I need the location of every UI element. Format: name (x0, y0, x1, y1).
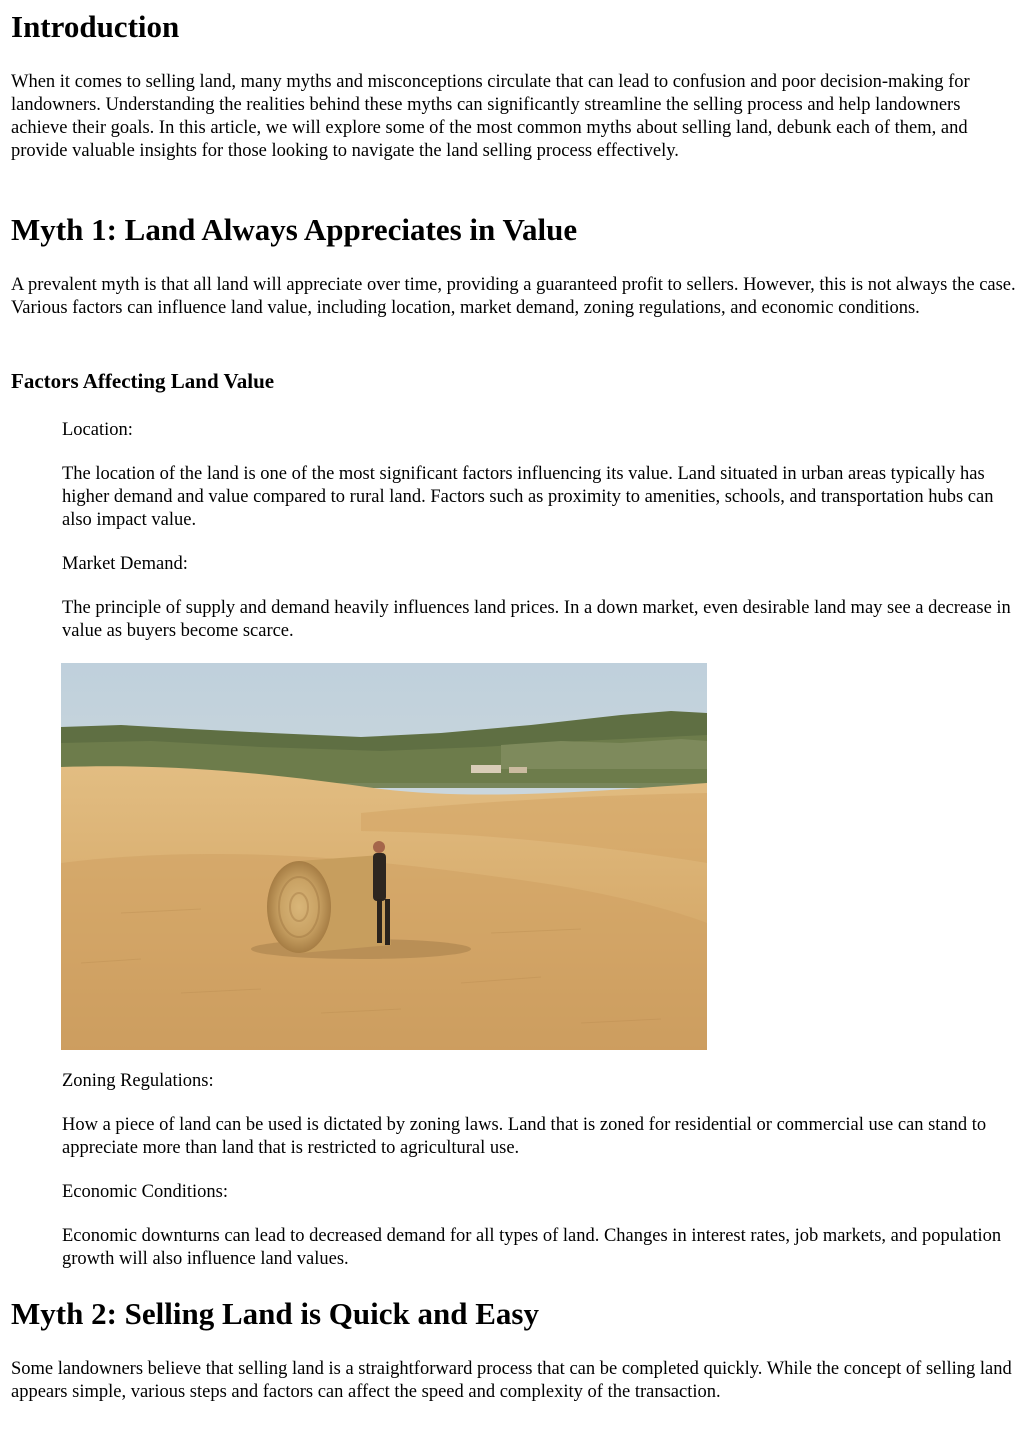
section-heading-introduction: Introduction (11, 9, 180, 44)
factor-text-market-demand: The principle of supply and demand heavily influences land prices. In a down market, even desirable land may see a decrease in value as buyers become scarce. (62, 598, 1011, 641)
factor-text-economic-conditions: Economic downturns can lead to decreased demand for all types of land. Changes in interest rates, job markets, and population growth will also influence land values. (62, 1226, 1002, 1269)
factor-label-location: Location: (62, 420, 133, 440)
hay-bale-field-photo (61, 663, 707, 1050)
myth-2-paragraph: Some landowners believe that selling land is a straightforward process that can be completed quickly. While the concept of selling land appears simple, various steps and factors can affect the speed and complexity of the transaction. (11, 1359, 1012, 1402)
factor-text-location: The location of the land is one of the most significant factors influencing its value. Land situated in urban areas typically has higher demand and value compared to rural land. Factors such as proximity to amenities, schools, and transportation hubs can also impact value. (62, 464, 994, 530)
myth-1-paragraph: A prevalent myth is that all land will appreciate over time, providing a guaranteed profit to sellers. However, this is not always the case. Various factors can influence land value, including location, market demand, zoning regulations, and economic conditions. (11, 275, 1016, 318)
factor-label-market-demand: Market Demand: (62, 554, 188, 574)
section-heading-myth-2: Myth 2: Selling Land is Quick and Easy (11, 1296, 539, 1331)
introduction-paragraph: When it comes to selling land, many myths and misconceptions circulate that can lead to confusion and poor decision-making for landowners. Understanding the realities behind these myths can significantly streamline the selling process and help landowners achieve their goals. In this article, we will explore some of the most common myths about selling land, debunk each of them, and provide valuable insights for those looking to navigate the land selling process effectively. (11, 72, 970, 161)
subheading-factors: Factors Affecting Land Value (11, 369, 275, 393)
factor-text-zoning-regulations: How a piece of land can be used is dictated by zoning laws. Land that is zoned for residential or commercial use can stand to appreciate more than land that is restricted to agricultural use. (62, 1115, 987, 1158)
section-heading-myth-1: Myth 1: Land Always Appreciates in Value (11, 212, 578, 247)
factor-label-economic-conditions: Economic Conditions: (62, 1182, 228, 1202)
factor-label-zoning-regulations: Zoning Regulations: (62, 1071, 214, 1091)
